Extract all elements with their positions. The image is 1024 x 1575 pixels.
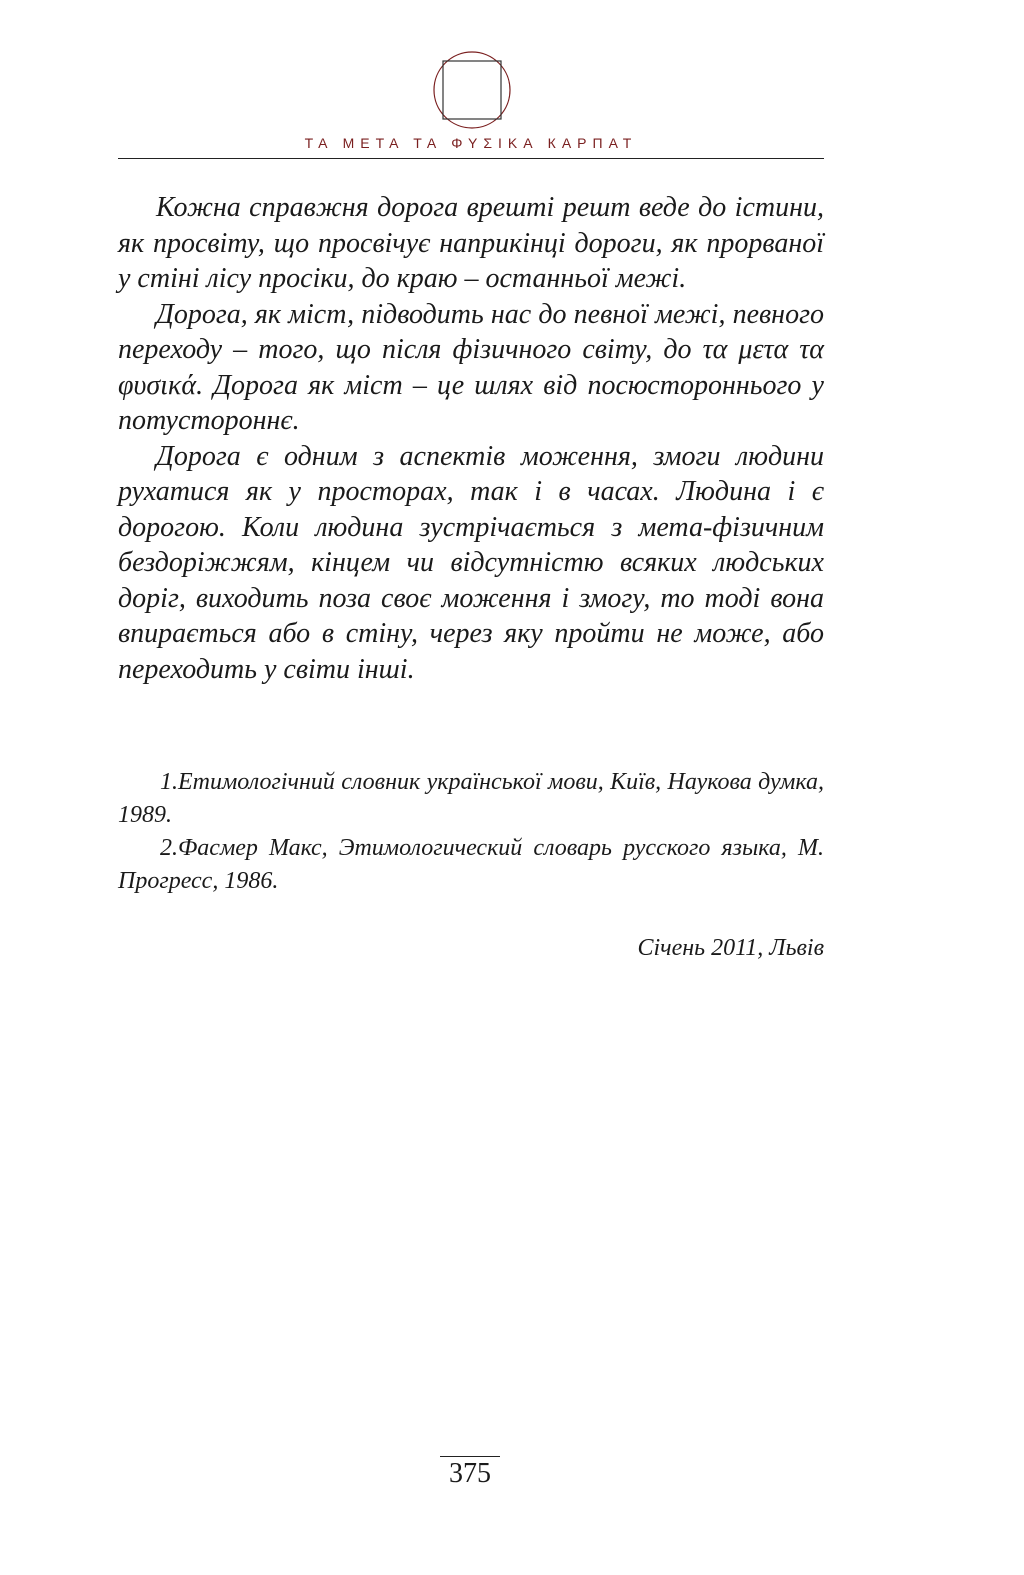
- reference-item: 1.Етимологічний словник української мови, Київ, Наукова думка, 1989.: [118, 769, 824, 828]
- circle-square-emblem-icon: [430, 48, 514, 132]
- running-title: ΤΑ ΜΕΤΑ ΤΑ ΦΥΣΙΚΑ КАРПАТ: [304, 135, 638, 151]
- reference-item: 2.Фасмер Макс, Этимологический словарь русского языка, М. Прогресс, 1986.: [118, 835, 824, 894]
- references: [118, 766, 824, 898]
- date-place-signature: Січень 2011, Львів: [637, 935, 824, 961]
- paragraph: Кожна справжня дорога врешті решт веде до істини, як просвіту, що просвічує наприкінці дороги, як прорваної у стіні лісу просіки, до краю – останньої межі.: [118, 192, 824, 294]
- header-rule: [118, 158, 824, 159]
- paragraph: Дорога є одним з аспектів моження, змоги людини рухатися як у просторах, так і в часах. Людина і є дорогою. Коли людина зустрічається з мета-фізичним бездоріжжям, кінцем чи відсутністю всяких людських доріг, виходить поза своє моження і змогу, то тоді вона впирається або в стіну, через яку пройти не може, або переходить у світи інші.: [118, 440, 824, 685]
- main-text: [118, 190, 824, 687]
- paragraph: Дорога, як міст, підводить нас до певної межі, певного переходу – того, що після фізичного світу, до τα μετα τα φυσικά. Дорога як міст – це шлях від посюстороннього у потустороннє.: [118, 298, 824, 436]
- page-number: 375: [440, 1456, 500, 1491]
